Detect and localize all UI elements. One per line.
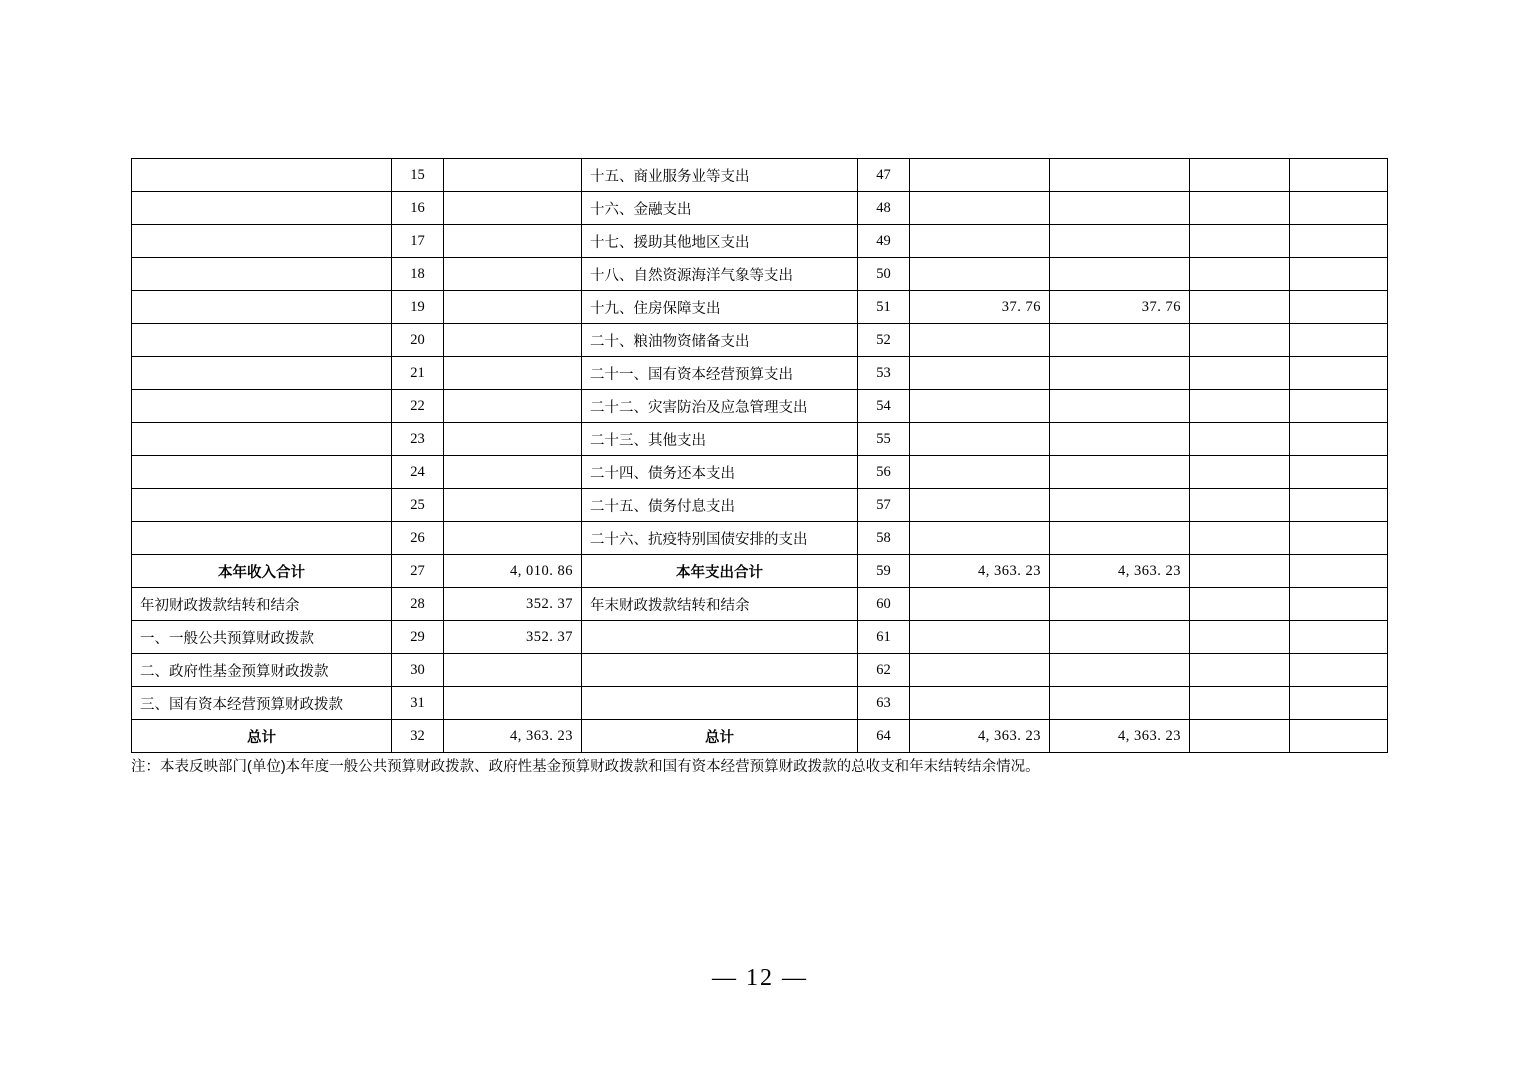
expense-row-number: 64 <box>858 720 910 753</box>
expense-row-number: 48 <box>858 192 910 225</box>
expense-item-label: 十七、援助其他地区支出 <box>582 225 858 258</box>
expense-item-label: 十八、自然资源海洋气象等支出 <box>582 258 858 291</box>
expense-total: 37. 76 <box>910 291 1050 324</box>
income-row-number: 20 <box>392 324 444 357</box>
expense-total <box>910 621 1050 654</box>
expense-row-number: 54 <box>858 390 910 423</box>
expense-row-number: 57 <box>858 489 910 522</box>
income-item-label <box>132 357 392 390</box>
income-amount <box>444 159 582 192</box>
expense-gov-fund <box>1190 456 1290 489</box>
expense-gov-fund <box>1190 522 1290 555</box>
expense-total: 4, 363. 23 <box>910 720 1050 753</box>
income-amount: 352. 37 <box>444 588 582 621</box>
expense-gov-fund <box>1190 423 1290 456</box>
income-item-label <box>132 423 392 456</box>
income-amount <box>444 423 582 456</box>
table-row <box>132 720 1388 753</box>
income-row-number: 24 <box>392 456 444 489</box>
table-row <box>132 456 1388 489</box>
expense-state-capital <box>1290 390 1388 423</box>
expense-gov-fund <box>1190 291 1290 324</box>
expense-item-label: 二十一、国有资本经营预算支出 <box>582 357 858 390</box>
table-row <box>132 621 1388 654</box>
expense-row-number: 56 <box>858 456 910 489</box>
table-row <box>132 390 1388 423</box>
expense-gov-fund <box>1190 390 1290 423</box>
expense-general-budget <box>1050 390 1190 423</box>
table-row <box>132 192 1388 225</box>
income-row-number: 23 <box>392 423 444 456</box>
income-amount <box>444 489 582 522</box>
expense-state-capital <box>1290 192 1388 225</box>
expense-gov-fund <box>1190 621 1290 654</box>
income-amount <box>444 654 582 687</box>
expense-general-budget <box>1050 588 1190 621</box>
expense-item-label: 二十三、其他支出 <box>582 423 858 456</box>
expense-gov-fund <box>1190 357 1290 390</box>
table-row <box>132 225 1388 258</box>
expense-total <box>910 489 1050 522</box>
income-item-label <box>132 390 392 423</box>
expense-item-label <box>582 621 858 654</box>
table-row <box>132 555 1388 588</box>
expense-general-budget: 37. 76 <box>1050 291 1190 324</box>
table-row <box>132 159 1388 192</box>
income-row-number: 19 <box>392 291 444 324</box>
expense-gov-fund <box>1190 654 1290 687</box>
table-row <box>132 291 1388 324</box>
budget-table-container <box>131 158 1387 753</box>
expense-gov-fund <box>1190 192 1290 225</box>
income-row-number: 21 <box>392 357 444 390</box>
income-item-label <box>132 192 392 225</box>
expense-item-label: 总计 <box>582 720 858 753</box>
income-row-number: 27 <box>392 555 444 588</box>
expense-row-number: 50 <box>858 258 910 291</box>
expense-state-capital <box>1290 159 1388 192</box>
table-row <box>132 687 1388 720</box>
income-row-number: 32 <box>392 720 444 753</box>
expense-item-label <box>582 654 858 687</box>
income-amount: 4, 363. 23 <box>444 720 582 753</box>
income-amount <box>444 687 582 720</box>
expense-state-capital <box>1290 588 1388 621</box>
income-item-label <box>132 159 392 192</box>
income-amount <box>444 192 582 225</box>
income-amount: 4, 010. 86 <box>444 555 582 588</box>
income-item-label: 本年收入合计 <box>132 555 392 588</box>
budget-table-body <box>132 159 1388 753</box>
expense-general-budget <box>1050 159 1190 192</box>
expense-general-budget <box>1050 324 1190 357</box>
expense-total <box>910 423 1050 456</box>
expense-state-capital <box>1290 720 1388 753</box>
expense-row-number: 51 <box>858 291 910 324</box>
income-item-label: 三、国有资本经营预算财政拨款 <box>132 687 392 720</box>
expense-general-budget <box>1050 357 1190 390</box>
page-number: — 12 — <box>712 965 808 991</box>
expense-total <box>910 159 1050 192</box>
expense-total <box>910 192 1050 225</box>
expense-state-capital <box>1290 489 1388 522</box>
expense-total <box>910 357 1050 390</box>
expense-gov-fund <box>1190 258 1290 291</box>
expense-row-number: 55 <box>858 423 910 456</box>
table-row <box>132 423 1388 456</box>
expense-gov-fund <box>1190 225 1290 258</box>
expense-state-capital <box>1290 423 1388 456</box>
expense-state-capital <box>1290 522 1388 555</box>
table-row <box>132 588 1388 621</box>
income-row-number: 18 <box>392 258 444 291</box>
income-item-label <box>132 522 392 555</box>
expense-general-budget <box>1050 654 1190 687</box>
table-row <box>132 489 1388 522</box>
income-row-number: 26 <box>392 522 444 555</box>
expense-gov-fund <box>1190 687 1290 720</box>
table-row <box>132 258 1388 291</box>
income-amount <box>444 456 582 489</box>
expense-total <box>910 456 1050 489</box>
expense-general-budget <box>1050 192 1190 225</box>
income-row-number: 29 <box>392 621 444 654</box>
table-row <box>132 324 1388 357</box>
expense-state-capital <box>1290 357 1388 390</box>
expense-total <box>910 258 1050 291</box>
income-row-number: 31 <box>392 687 444 720</box>
income-item-label <box>132 456 392 489</box>
expense-total <box>910 687 1050 720</box>
expense-general-budget <box>1050 489 1190 522</box>
income-row-number: 15 <box>392 159 444 192</box>
expense-general-budget <box>1050 621 1190 654</box>
expense-total <box>910 390 1050 423</box>
expense-general-budget <box>1050 225 1190 258</box>
income-amount <box>444 522 582 555</box>
expense-row-number: 58 <box>858 522 910 555</box>
income-item-label: 总计 <box>132 720 392 753</box>
income-row-number: 16 <box>392 192 444 225</box>
income-amount <box>444 225 582 258</box>
budget-table <box>131 158 1388 753</box>
income-row-number: 28 <box>392 588 444 621</box>
table-note: 注：本表反映部门(单位)本年度一般公共预算财政拨款、政府性基金预算财政拨款和国有资本经营预算财政拨款的总收支和年末结转结余情况。 <box>131 759 1040 775</box>
expense-state-capital <box>1290 258 1388 291</box>
expense-row-number: 59 <box>858 555 910 588</box>
expense-general-budget <box>1050 687 1190 720</box>
expense-state-capital <box>1290 291 1388 324</box>
expense-state-capital <box>1290 621 1388 654</box>
expense-general-budget <box>1050 456 1190 489</box>
expense-item-label <box>582 687 858 720</box>
expense-row-number: 52 <box>858 324 910 357</box>
expense-general-budget: 4, 363. 23 <box>1050 720 1190 753</box>
income-amount: 352. 37 <box>444 621 582 654</box>
income-row-number: 30 <box>392 654 444 687</box>
table-row <box>132 522 1388 555</box>
expense-gov-fund <box>1190 324 1290 357</box>
expense-total <box>910 225 1050 258</box>
income-item-label: 二、政府性基金预算财政拨款 <box>132 654 392 687</box>
expense-row-number: 49 <box>858 225 910 258</box>
expense-row-number: 61 <box>858 621 910 654</box>
income-item-label <box>132 258 392 291</box>
expense-total: 4, 363. 23 <box>910 555 1050 588</box>
income-row-number: 25 <box>392 489 444 522</box>
income-amount <box>444 357 582 390</box>
income-item-label <box>132 489 392 522</box>
expense-state-capital <box>1290 225 1388 258</box>
expense-state-capital <box>1290 687 1388 720</box>
expense-general-budget <box>1050 423 1190 456</box>
expense-general-budget <box>1050 522 1190 555</box>
expense-gov-fund <box>1190 159 1290 192</box>
income-item-label <box>132 324 392 357</box>
income-amount <box>444 291 582 324</box>
expense-item-label: 年末财政拨款结转和结余 <box>582 588 858 621</box>
expense-general-budget: 4, 363. 23 <box>1050 555 1190 588</box>
income-row-number: 17 <box>392 225 444 258</box>
income-amount <box>444 258 582 291</box>
expense-row-number: 53 <box>858 357 910 390</box>
expense-item-label: 十九、住房保障支出 <box>582 291 858 324</box>
expense-row-number: 60 <box>858 588 910 621</box>
expense-item-label: 二十五、债务付息支出 <box>582 489 858 522</box>
income-item-label <box>132 291 392 324</box>
income-amount <box>444 324 582 357</box>
income-amount <box>444 390 582 423</box>
expense-item-label: 十五、商业服务业等支出 <box>582 159 858 192</box>
table-row <box>132 654 1388 687</box>
expense-state-capital <box>1290 654 1388 687</box>
expense-gov-fund <box>1190 588 1290 621</box>
expense-total <box>910 522 1050 555</box>
income-item-label: 年初财政拨款结转和结余 <box>132 588 392 621</box>
expense-state-capital <box>1290 456 1388 489</box>
expense-gov-fund <box>1190 489 1290 522</box>
income-item-label: 一、一般公共预算财政拨款 <box>132 621 392 654</box>
expense-total <box>910 654 1050 687</box>
expense-total <box>910 588 1050 621</box>
table-row <box>132 357 1388 390</box>
expense-row-number: 62 <box>858 654 910 687</box>
expense-item-label: 十六、金融支出 <box>582 192 858 225</box>
expense-gov-fund <box>1190 720 1290 753</box>
expense-general-budget <box>1050 258 1190 291</box>
income-item-label <box>132 225 392 258</box>
expense-state-capital <box>1290 555 1388 588</box>
expense-item-label: 二十二、灾害防治及应急管理支出 <box>582 390 858 423</box>
expense-row-number: 63 <box>858 687 910 720</box>
income-row-number: 22 <box>392 390 444 423</box>
expense-item-label: 二十四、债务还本支出 <box>582 456 858 489</box>
expense-item-label: 二十、粮油物资储备支出 <box>582 324 858 357</box>
expense-state-capital <box>1290 324 1388 357</box>
expense-total <box>910 324 1050 357</box>
expense-gov-fund <box>1190 555 1290 588</box>
expense-item-label: 二十六、抗疫特别国债安排的支出 <box>582 522 858 555</box>
expense-row-number: 47 <box>858 159 910 192</box>
expense-item-label: 本年支出合计 <box>582 555 858 588</box>
